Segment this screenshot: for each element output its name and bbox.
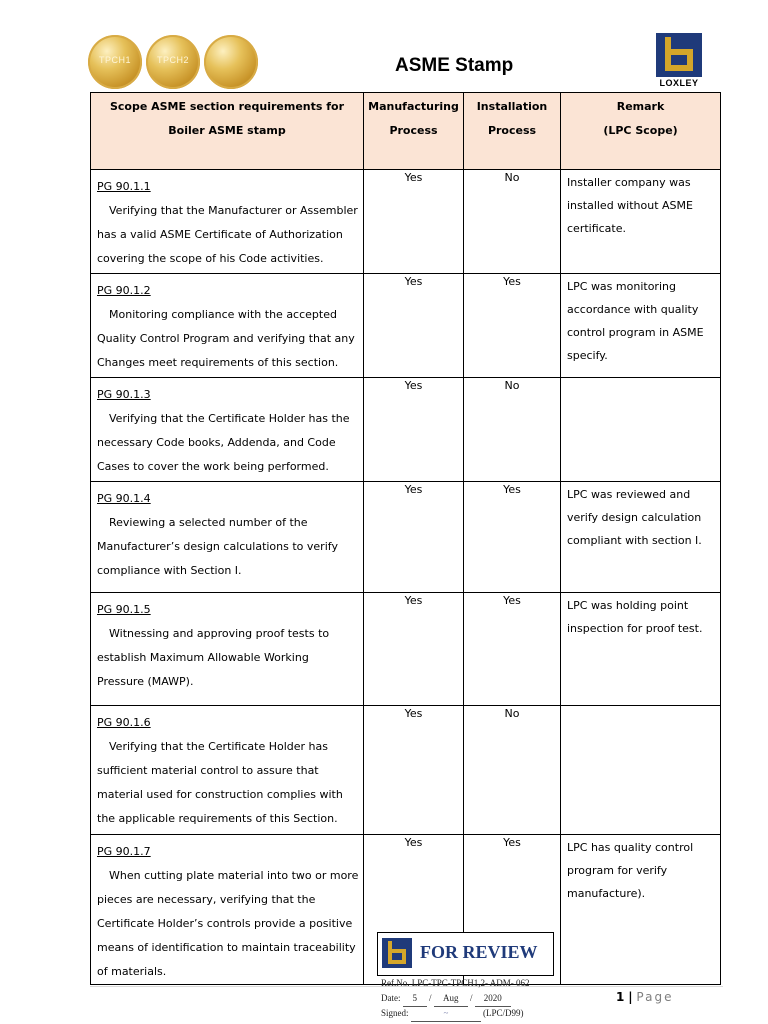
requirement-code: PG 90.1.5 bbox=[97, 603, 151, 616]
remark-cell bbox=[561, 378, 721, 482]
requirement-cell bbox=[91, 170, 364, 274]
gold-sphere-logo bbox=[204, 35, 258, 89]
loxley-logo-icon bbox=[656, 33, 702, 77]
page-title: ASME Stamp bbox=[395, 55, 514, 76]
requirement-code: PG 90.1.1 bbox=[97, 180, 151, 193]
manufacturing-cell: Yes bbox=[364, 378, 464, 482]
installation-cell: No bbox=[464, 706, 561, 835]
installation-cell: Yes bbox=[464, 835, 561, 985]
stamp-date-year: 2020 bbox=[475, 991, 511, 1007]
remark-cell: Installer company was installed without ASME certificate. bbox=[561, 170, 721, 274]
remark-cell bbox=[561, 706, 721, 835]
header-remark-sub: (LPC Scope) bbox=[603, 124, 678, 137]
remark-cell: LPC was monitoring accordance with quality control program in ASME specify. bbox=[561, 274, 721, 378]
requirement-cell bbox=[91, 378, 364, 482]
requirement-code: PG 90.1.2 bbox=[97, 284, 151, 297]
installation-cell: No bbox=[464, 170, 561, 274]
table-row bbox=[91, 170, 721, 274]
header-scope: Scope ASME section requirements for Boiler ASME stamp bbox=[91, 93, 364, 170]
review-stamp bbox=[377, 932, 554, 1022]
requirement-code: PG 90.1.4 bbox=[97, 492, 151, 505]
review-stamp-title: FOR REVIEW bbox=[420, 942, 538, 962]
stamp-ref-line: Ref.No. LPC-TPC-TPCH1,2- ADM- 062 bbox=[381, 978, 530, 988]
asme-scope-table bbox=[90, 92, 721, 985]
requirement-text: When cutting plate material into two or more pieces are necessary, verifying that the Certificate Holder’s controls provide a positive means of identification to maintain traceability of materials. bbox=[97, 869, 359, 978]
manufacturing-cell: Yes bbox=[364, 835, 464, 985]
header-remark: Remark (LPC Scope) bbox=[561, 93, 721, 170]
requirement-text: Verifying that the Certificate Holder has sufficient material control to assure that material used for construction complies with the applicable requirements of this Section. bbox=[97, 740, 343, 825]
table-row bbox=[91, 482, 721, 593]
stamp-signed-code: (LPC/D99) bbox=[483, 1008, 524, 1018]
requirement-code: PG 90.1.3 bbox=[97, 388, 151, 401]
remark-cell: LPC was holding point inspection for proof test. bbox=[561, 593, 721, 706]
installation-cell: Yes bbox=[464, 593, 561, 706]
header-manufacturing: Manufacturing Process bbox=[364, 93, 464, 170]
stamp-date-month: Aug bbox=[434, 991, 468, 1007]
requirement-code: PG 90.1.6 bbox=[97, 716, 151, 729]
manufacturing-cell: Yes bbox=[364, 706, 464, 835]
requirement-text: Verifying that the Certificate Holder has the necessary Code books, Addenda, and Code Cases to cover the work being performed. bbox=[97, 412, 350, 473]
remark-cell: LPC was reviewed and verify design calculation compliant with section I. bbox=[561, 482, 721, 593]
requirement-cell bbox=[91, 835, 364, 985]
tpch1-logo: TPCH1 bbox=[88, 35, 142, 89]
header-installation: Installation Process bbox=[464, 93, 561, 170]
loxley-logo-text: LOXLEY bbox=[659, 78, 699, 88]
review-stamp-header bbox=[377, 932, 554, 976]
table-header-row bbox=[91, 93, 721, 170]
table-row bbox=[91, 378, 721, 482]
requirement-cell bbox=[91, 482, 364, 593]
requirement-text: Witnessing and approving proof tests to establish Maximum Allowable Working Pressure (MAWP). bbox=[97, 627, 330, 688]
installation-cell: Yes bbox=[464, 274, 561, 378]
stamp-signed-line: Signed: ~ (LPC/D99) bbox=[377, 1006, 554, 1021]
requirement-text: Reviewing a selected number of the Manufacturer’s design calculations to verify compliance with Section I. bbox=[97, 516, 338, 577]
stamp-ref-value: LPC-TPC-TPCH1,2- ADM- 062 bbox=[411, 978, 530, 988]
requirement-text: Verifying that the Manufacturer or Assembler has a valid ASME Certificate of Authorization covering the scope of his Code activities. bbox=[97, 204, 358, 265]
manufacturing-cell: Yes bbox=[364, 274, 464, 378]
requirement-cell bbox=[91, 274, 364, 378]
signature-scribble: ~ bbox=[411, 1006, 481, 1022]
stamp-date-day: 5 bbox=[403, 991, 427, 1007]
page-label: Page bbox=[636, 990, 674, 1004]
loxley-stamp-icon bbox=[382, 938, 412, 968]
installation-cell: No bbox=[464, 378, 561, 482]
table-row bbox=[91, 706, 721, 835]
installation-cell: Yes bbox=[464, 482, 561, 593]
requirement-cell bbox=[91, 593, 364, 706]
remark-cell: LPC has quality control program for verify manufacture). bbox=[561, 835, 721, 985]
manufacturing-cell: Yes bbox=[364, 593, 464, 706]
stamp-date-line: Date: 5 / Aug / 2020 bbox=[377, 991, 554, 1006]
requirement-cell bbox=[91, 706, 364, 835]
table-row bbox=[91, 274, 721, 378]
page-number: 1 | Page bbox=[616, 990, 674, 1004]
tpch2-logo: TPCH2 bbox=[146, 35, 200, 89]
requirement-code: PG 90.1.7 bbox=[97, 845, 151, 858]
requirement-text: Monitoring compliance with the accepted Quality Control Program and verifying that any Changes meet requirements of this section. bbox=[97, 308, 355, 369]
table-row bbox=[91, 593, 721, 706]
manufacturing-cell: Yes bbox=[364, 482, 464, 593]
manufacturing-cell: Yes bbox=[364, 170, 464, 274]
